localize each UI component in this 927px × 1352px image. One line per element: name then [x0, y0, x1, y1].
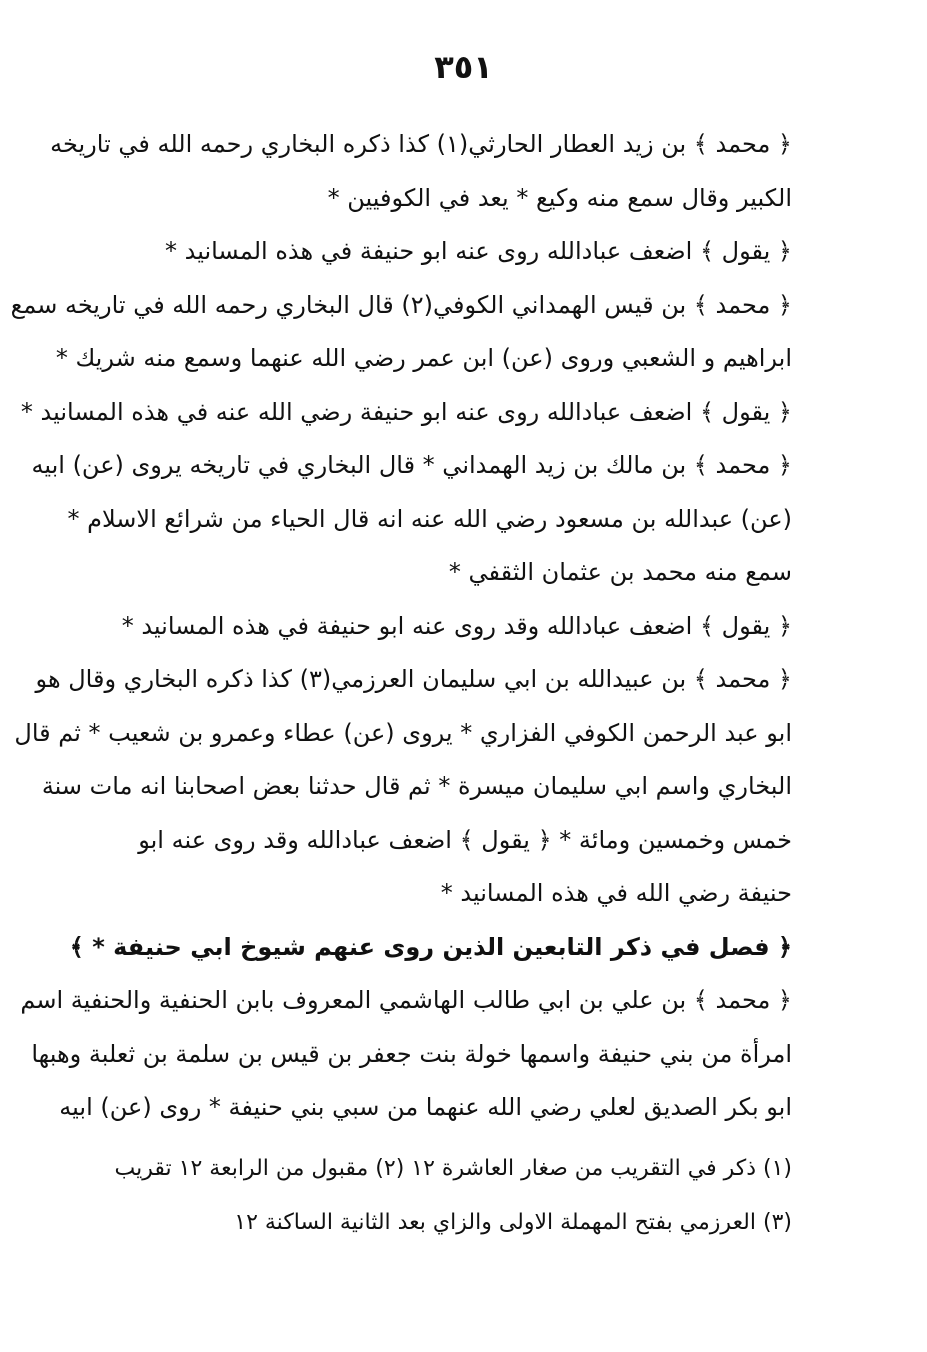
- footnote-line: (٣) العرزمي بفتح المهملة الاولى والزاي بعد الثانية الساكنة ١٢: [234, 1210, 792, 1235]
- body-text: [10, 118, 792, 1135]
- text-line: البخاري واسم ابي سليمان ميسرة * ثم قال حدثنا بعض اصحابنا انه مات سنة: [41, 772, 792, 800]
- text-line: الكبير وقال سمع منه وكيع * يعد في الكوفيين *: [327, 183, 792, 212]
- text-line: ﴿ محمد ﴾ بن عبيدالله بن ابي سليمان العرزمي(٣) كذا ذكره البخاري وقال هو: [35, 665, 792, 693]
- text-line: ﴿ يقول ﴾ اضعف عبادالله وقد روى عنه ابو حنيفة في هذه المسانيد *: [121, 611, 792, 640]
- text-line: ﴿ محمد ﴾ بن زيد العطار الحارثي(١) كذا ذكره البخاري رحمه الله في تاريخه: [50, 130, 792, 158]
- text-line: ﴿ محمد ﴾ بن مالك بن زيد الهمداني * قال البخاري في تاريخه يروى (عن) ابيه: [31, 451, 792, 479]
- footnotes: [114, 1142, 792, 1250]
- text-line: ﴿ يقول ﴾ اضعف عبادالله روى عنه ابو حنيفة في هذه المسانيد *: [164, 237, 792, 265]
- page-number: ٣٥١: [434, 48, 493, 86]
- text-line: ﴿ محمد ﴾ بن قيس الهمداني الكوفي(٢) قال البخاري رحمه الله في تاريخه سمع: [10, 290, 792, 319]
- text-line: خمس وخمسين ومائة * ﴿ يقول ﴾ اضعف عبادالله وقد روى عنه ابو: [138, 825, 792, 854]
- text-line: ابراهيم و الشعبي وروى (عن) ابن عمر رضي الله عنهما وسمع منه شريك *: [55, 344, 792, 372]
- footnote-line: (١) ذكر في التقريب من صغار العاشرة ١٢ (٢) مقبول من الرابعة ١٢ تقريب: [114, 1156, 792, 1181]
- text-line: حنيفة رضي الله في هذه المسانيد *: [440, 879, 792, 907]
- text-line: ابو عبد الرحمن الكوفي الفزاري * يروى (عن) عطاء وعمرو بن شعيب * ثم قال: [14, 718, 792, 747]
- text-line: ﴿ يقول ﴾ اضعف عبادالله روى عنه ابو حنيفة رضي الله عنه في هذه المسانيد *: [20, 397, 792, 426]
- text-line: امرأة من بني حنيفة واسمها خولة بنت جعفر بن قيس بن سلمة بن ثعلبة وهبها: [31, 1039, 792, 1068]
- section-heading: ﴿ فصل في ذكر التابعين الذين روى عنهم شيوخ ابي حنيفة * ﴾: [69, 932, 792, 961]
- text-line: (عن) عبدالله بن مسعود رضي الله عنه انه قال الحياء من شرائع الاسلام *: [67, 504, 792, 533]
- text-line: ﴿ محمد ﴾ بن علي بن ابي طالب الهاشمي المعروف بابن الحنفية والحنفية اسم: [20, 986, 792, 1014]
- text-line: ابو بكر الصديق لعلي رضي الله عنهما من سبي بني حنيفة * روى (عن) ابيه: [59, 1093, 792, 1121]
- text-line: سمع منه محمد بن عثمان الثقفي *: [448, 558, 792, 586]
